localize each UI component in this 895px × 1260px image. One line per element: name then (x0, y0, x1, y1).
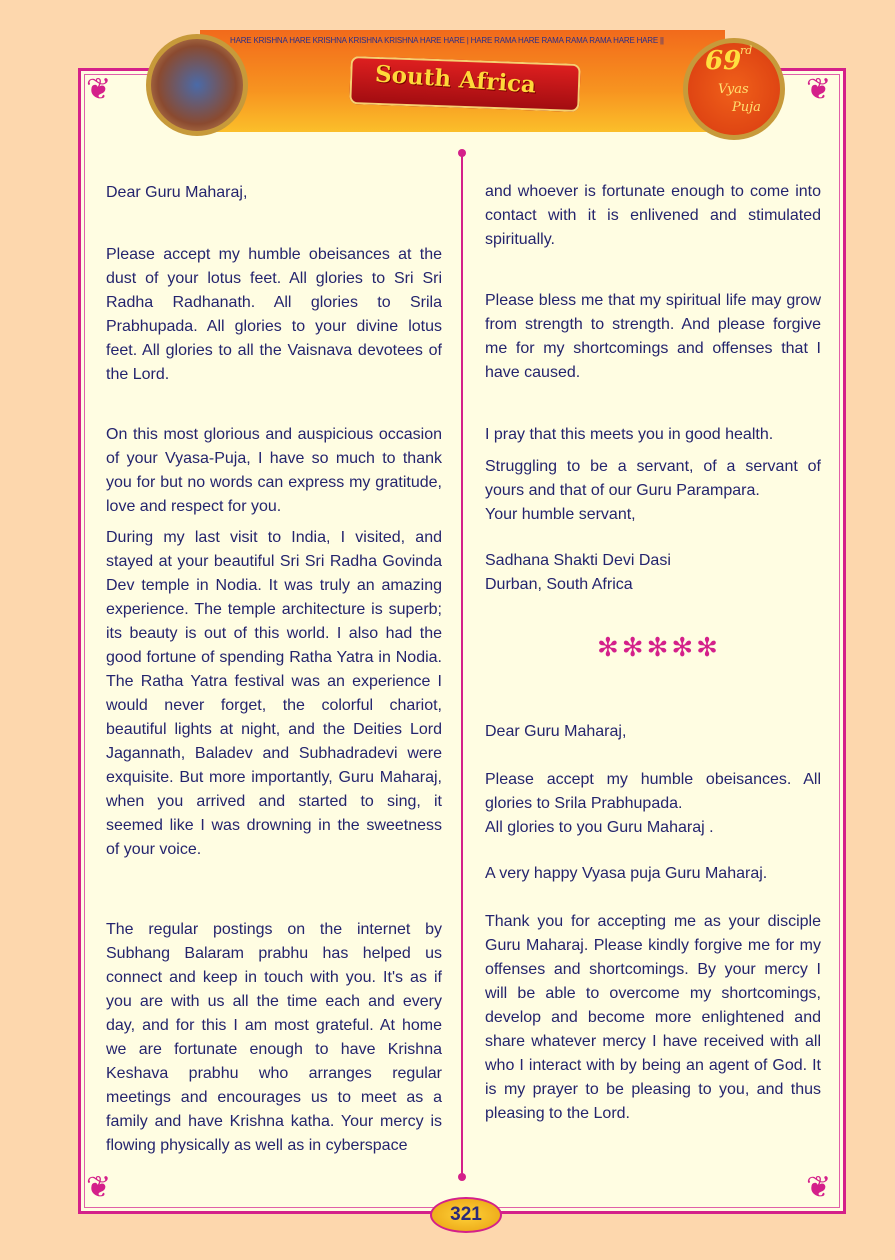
paragraph: A very happy Vyasa puja Guru Maharaj. (485, 865, 768, 882)
divider-dot (458, 149, 466, 157)
paragraph: The regular postings on the internet by Subhang Balaram prabhu has helped us connect and keep in touch with you. It's as if you are with us all the time each and every day, and for this I am most grateful. At home we are fortunate enough to have Krishna Keshava prabhu who arranges regular meetings and encourages us to meet as a family and have Krishna katha. Your mercy is flowing physically as well as in cyberspace (106, 921, 442, 1154)
paragraph: Please bless me that my spiritual life may grow from strength to strength. And please forgive me for my shortcomings and offenses that I have caused. (485, 292, 821, 381)
badge-line1: Vyas (718, 82, 749, 97)
paragraph: Please accept my humble obeisances. All glories to Srila Prabhupada. (485, 771, 821, 812)
column-divider (461, 152, 463, 1178)
corner-ornament: ❦ (86, 1171, 112, 1204)
paragraph: Dear Guru Maharaj, (485, 723, 627, 740)
paragraph: Thank you for accepting me as your disciple Guru Maharaj. Please kindly forgive me for my offenses and shortcomings. By your mercy I will be able to overcome my shortcomings, develop and become more enlightened and share whatever mercy I have received with all who I interact with by being an agent of God. It is my prayer to be pleasing to you, and thus pleasing to the Lord. (485, 913, 821, 1122)
divider-dot (458, 1173, 466, 1181)
page-number: 321 (430, 1197, 502, 1233)
paragraph: Please accept my humble obeisances at the dust of your lotus feet. All glories to Sri Sri Radha Radhanath. All glories to Srila Prabhupada. All glories to your divine lotus feet. All glories to all the Vaisnava devotees of the Lord. (106, 246, 442, 383)
separator-stars: ✻✻✻✻✻ (597, 632, 721, 662)
badge-number: 69 (705, 46, 742, 76)
badge-suffix: rd (740, 44, 753, 57)
badge-line2: Puja (732, 100, 761, 115)
signature-name: Sadhana Shakti Devi Dasi (485, 552, 671, 569)
paragraph: Dear Guru Maharaj, (106, 184, 248, 201)
paragraph: Struggling to be a servant, of a servant of yours and that of our Guru Parampara. (485, 458, 821, 499)
paragraph: Your humble servant, (485, 506, 636, 523)
deity-medallion-image (146, 34, 248, 136)
corner-ornament: ❦ (86, 73, 112, 106)
corner-ornament: ❦ (806, 73, 832, 106)
paragraph: and whoever is fortunate enough to come into contact with it is enlivened and stimulated spiritually. (485, 183, 821, 248)
paragraph: All glories to you Guru Maharaj . (485, 819, 714, 836)
paragraph: During my last visit to India, I visited, and stayed at your beautiful Sri Sri Radha Govinda Dev temple in Nodia. It was truly an amazing experience. The temple architecture is superb; its beauty is out of this world. I also had the good fortune of spending Ratha Yatra in Nodia. The Ratha Yatra festival was an experience I would never forget, the colorful chariot, beautiful lights at night, and the Deities Lord Jagannath, Baladev and Subhadradevi were exquisite. But more importantly, Guru Maharaj, when you arrived and started to sing, it seemed like I was drowning in the sweetness of your voice. (106, 529, 442, 858)
section-title: South Africa (374, 60, 537, 99)
signature-location: Durban, South Africa (485, 576, 633, 593)
paragraph: I pray that this meets you in good health. (485, 426, 774, 443)
corner-ornament: ❦ (806, 1171, 832, 1204)
paragraph: On this most glorious and auspicious occasion of your Vyasa-Puja, I have so much to thank you for but no words can express my gratitude, love and respect for you. (106, 426, 442, 515)
mantra-text: HARE KRISHNA HARE KRISHNA KRISHNA KRISHNA HARE HARE | HARE RAMA HARE RAMA RAMA RAMA HARE HARE || (230, 36, 664, 45)
